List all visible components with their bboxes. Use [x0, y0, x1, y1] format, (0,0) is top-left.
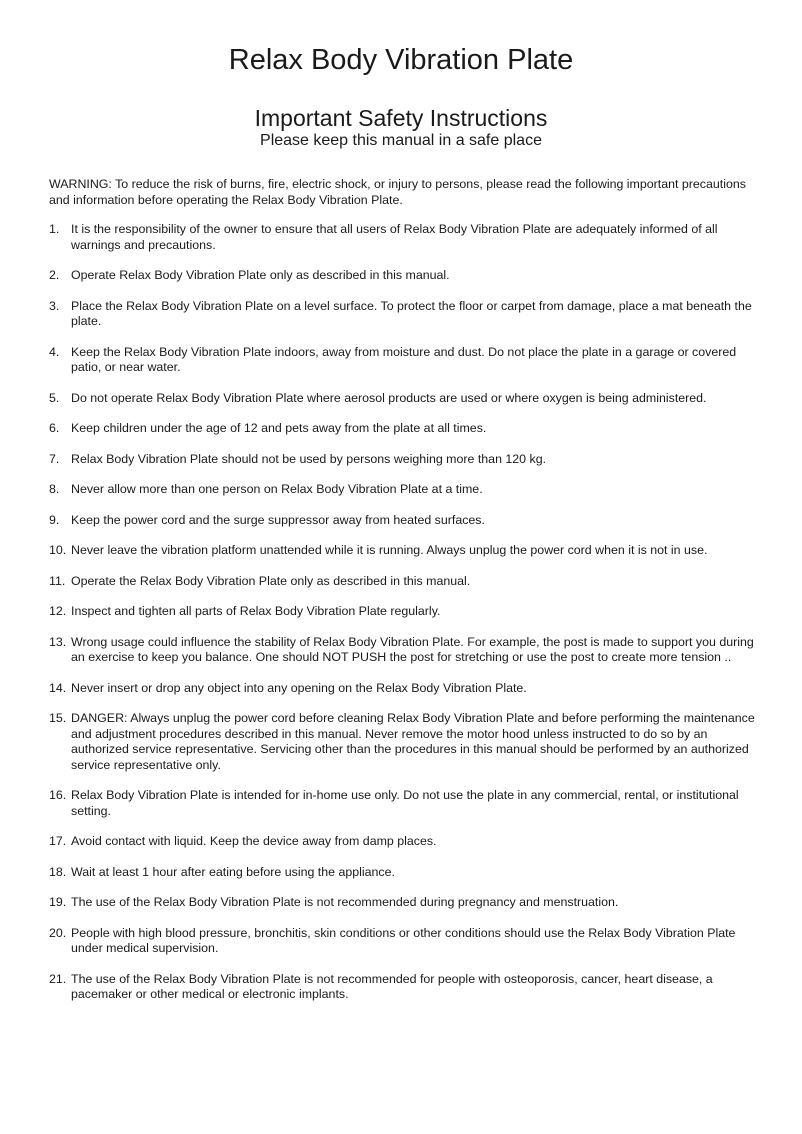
keep-manual-note: Please keep this manual in a safe place	[260, 132, 542, 149]
safety-item-18	[49, 865, 759, 881]
item-number: 20.	[49, 925, 67, 940]
safety-item-1	[49, 222, 759, 253]
item-number: 13.	[49, 634, 67, 649]
safety-item-7	[49, 452, 759, 468]
item-text: The use of the Relax Body Vibration Plate is not recommended during pregnancy and menstruation.	[71, 895, 619, 909]
safety-item-3	[49, 299, 759, 330]
safety-item-4	[49, 345, 759, 376]
item-text: Keep the power cord and the surge suppressor away from heated surfaces.	[71, 512, 485, 527]
item-text: It is the responsibility of the owner to ensure that all users of Relax Body Vibration Plate are adequately informed of all warnings and precautions.	[71, 222, 718, 252]
safety-item-6	[49, 421, 759, 437]
item-number: 3.	[49, 298, 60, 313]
item-number: 1.	[49, 222, 60, 236]
item-number: 17.	[49, 834, 67, 848]
item-text: Never insert or drop any object into any opening on the Relax Body Vibration Plate.	[71, 680, 527, 695]
item-number: 12.	[49, 604, 67, 618]
warning-paragraph: WARNING: To reduce the risk of burns, fire, electric shock, or injury to persons, please read the following important precautions and information before operating the Relax Body Vibration Plate.	[49, 177, 746, 207]
item-number: 5.	[49, 390, 60, 405]
item-text: Wait at least 1 hour after eating before using the appliance.	[71, 864, 395, 879]
item-number: 11.	[49, 573, 66, 588]
item-text: Relax Body Vibration Plate should not be used by persons weighing more than 120 kg.	[71, 451, 547, 466]
item-text: Operate Relax Body Vibration Plate only as described in this manual.	[71, 268, 450, 282]
safety-item-5	[49, 391, 759, 407]
item-text: The use of the Relax Body Vibration Plate is not recommended for people with osteoporosis, cancer, heart disease, a pacemaker or other medical or electronic implants.	[71, 971, 713, 1001]
item-number: 10.	[49, 543, 67, 557]
safety-item-11	[49, 574, 759, 590]
item-text: Never allow more than one person on Relax Body Vibration Plate at a time.	[71, 482, 483, 496]
safety-item-12	[49, 604, 759, 620]
item-text: Operate the Relax Body Vibration Plate only as described in this manual.	[71, 573, 471, 588]
item-text: People with high blood pressure, bronchitis, skin conditions or other conditions should use the Relax Body Vibration Plate under medical supervision.	[71, 925, 736, 955]
item-number: 8.	[49, 482, 60, 496]
safety-instruction-list	[49, 222, 759, 1018]
safety-item-9	[49, 513, 759, 529]
item-number: 9.	[49, 512, 60, 527]
item-text: Relax Body Vibration Plate is intended for in-home use only. Do not use the plate in any commercial, rental, or institutional setting.	[71, 788, 739, 818]
safety-item-15	[49, 711, 759, 773]
item-number: 21.	[49, 971, 67, 986]
section-heading: Important Safety Instructions	[254, 105, 548, 131]
item-number: 15.	[49, 711, 67, 725]
item-text: Avoid contact with liquid. Keep the device away from damp places.	[71, 834, 437, 848]
item-number: 16.	[49, 788, 67, 802]
safety-item-2	[49, 268, 759, 284]
safety-item-16	[49, 788, 759, 819]
item-number: 7.	[49, 451, 60, 466]
item-text: Keep children under the age of 12 and pets away from the plate at all times.	[71, 421, 487, 435]
item-text: Place the Relax Body Vibration Plate on a level surface. To protect the floor or carpet from damage, place a mat beneath the plate.	[71, 298, 752, 328]
item-number: 2.	[49, 268, 60, 282]
item-text: Wrong usage could influence the stability of Relax Body Vibration Plate. For example, the post is made to support you during an exercise to keep you balance. One should NOT PUSH the post for stretching or use the post to create more tension ..	[71, 634, 754, 664]
item-number: 6.	[49, 421, 60, 435]
safety-item-20	[49, 926, 759, 957]
safety-item-14	[49, 681, 759, 697]
safety-item-17	[49, 834, 759, 850]
safety-item-13	[49, 635, 759, 666]
safety-item-10	[49, 543, 759, 559]
item-number: 14.	[49, 680, 67, 695]
item-text: Keep the Relax Body Vibration Plate indoors, away from moisture and dust. Do not place the plate in a garage or covered patio, or near water.	[71, 344, 737, 374]
safety-item-8	[49, 482, 759, 498]
item-text: Never leave the vibration platform unattended while it is running. Always unplug the power cord when it is not in use.	[71, 543, 708, 557]
item-number: 18.	[49, 864, 67, 879]
item-text: Do not operate Relax Body Vibration Plate where aerosol products are used or where oxygen is being administered.	[71, 390, 707, 405]
item-text: DANGER: Always unplug the power cord before cleaning Relax Body Vibration Plate and before performing the maintenance and adjustment procedures described in this manual. Never remove the motor hood unless instructed to do so by an authorized service representative. Servicing other than the procedures in this manual should be performed by an authorized service representative only.	[71, 711, 755, 772]
safety-item-21	[49, 972, 759, 1003]
document-title: Relax Body Vibration Plate	[228, 44, 574, 76]
item-number: 4.	[49, 344, 60, 359]
safety-item-19	[49, 895, 759, 911]
item-text: Inspect and tighten all parts of Relax Body Vibration Plate regularly.	[71, 604, 441, 618]
item-number: 19.	[49, 895, 67, 909]
